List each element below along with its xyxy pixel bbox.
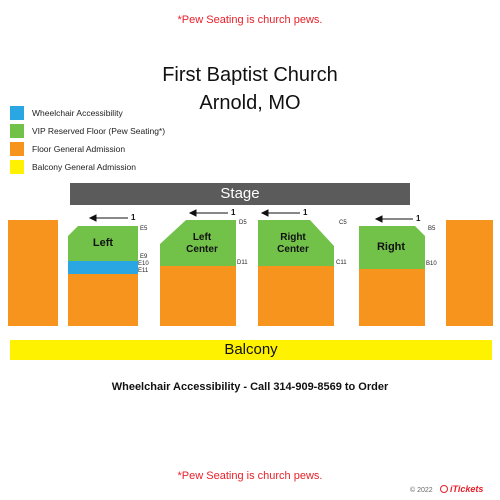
section-left-floor-ga[interactable] [68,274,138,326]
legend-label: Balcony General Admission [32,161,136,172]
row-label-e10: E10 [138,261,149,267]
wheelchair-order-note: Wheelchair Accessibility - Call 314-909-8569 to Order [111,381,389,393]
legend-label: VIP Reserved Floor (Pew Seating*) [32,125,166,136]
section-left-center-label-line2: Center [186,244,218,255]
row-label-d5: D5 [239,220,247,226]
row-label-c5: C5 [339,220,347,226]
right-center-arrow-number: 1 [303,208,308,217]
right-arrow-number: 1 [416,214,421,223]
section-left-label: Left [92,237,114,249]
left-arrow-number: 1 [131,213,136,222]
row-label-e9: E9 [140,254,148,260]
pew-seating-note-top: *Pew Seating is church pews. [177,14,323,26]
section-right-floor-ga[interactable] [359,269,425,326]
section-right-label: Right [376,241,406,253]
right-center-arrow-head-icon [262,210,268,216]
section-left-wheelchair[interactable] [68,261,138,274]
section-left-center-label [174,232,230,256]
legend-label: Floor General Admission [32,143,126,154]
left-arrow-head-icon [90,215,96,221]
stage: Stage [70,183,410,205]
brand-logo-icon [440,485,448,493]
balcony[interactable]: Balcony [10,340,492,360]
section-right-center-label-line2: Center [277,244,309,255]
row-label-e11: E11 [138,268,149,274]
copyright: © 2022 [410,487,433,494]
row-label-b5: B5 [428,226,436,232]
section-right-center-label-line1: Right [280,232,306,243]
legend-label: Wheelchair Accessibility [32,107,123,118]
venue-name: First Baptist Church [162,64,338,86]
left-center-arrow-head-icon [190,210,196,216]
brand-logo [440,484,483,494]
brand-name: iTickets [450,484,484,494]
section-left-center-floor-ga[interactable] [160,266,236,326]
row-label-e5: E5 [140,226,148,232]
pew-seating-note-bottom: *Pew Seating is church pews. [177,470,323,482]
row-label-c11: C11 [336,260,347,266]
left-center-arrow-number: 1 [231,208,236,217]
row-label-b10: B10 [426,261,437,267]
right-arrow-head-icon [376,216,382,222]
row-label-d11: D11 [237,260,248,266]
section-left-center-label-line1: Left [192,232,212,243]
venue-location: Arnold, MO [199,92,301,114]
section-right-center-label [264,232,322,256]
section-right-center-floor-ga[interactable] [258,266,334,326]
